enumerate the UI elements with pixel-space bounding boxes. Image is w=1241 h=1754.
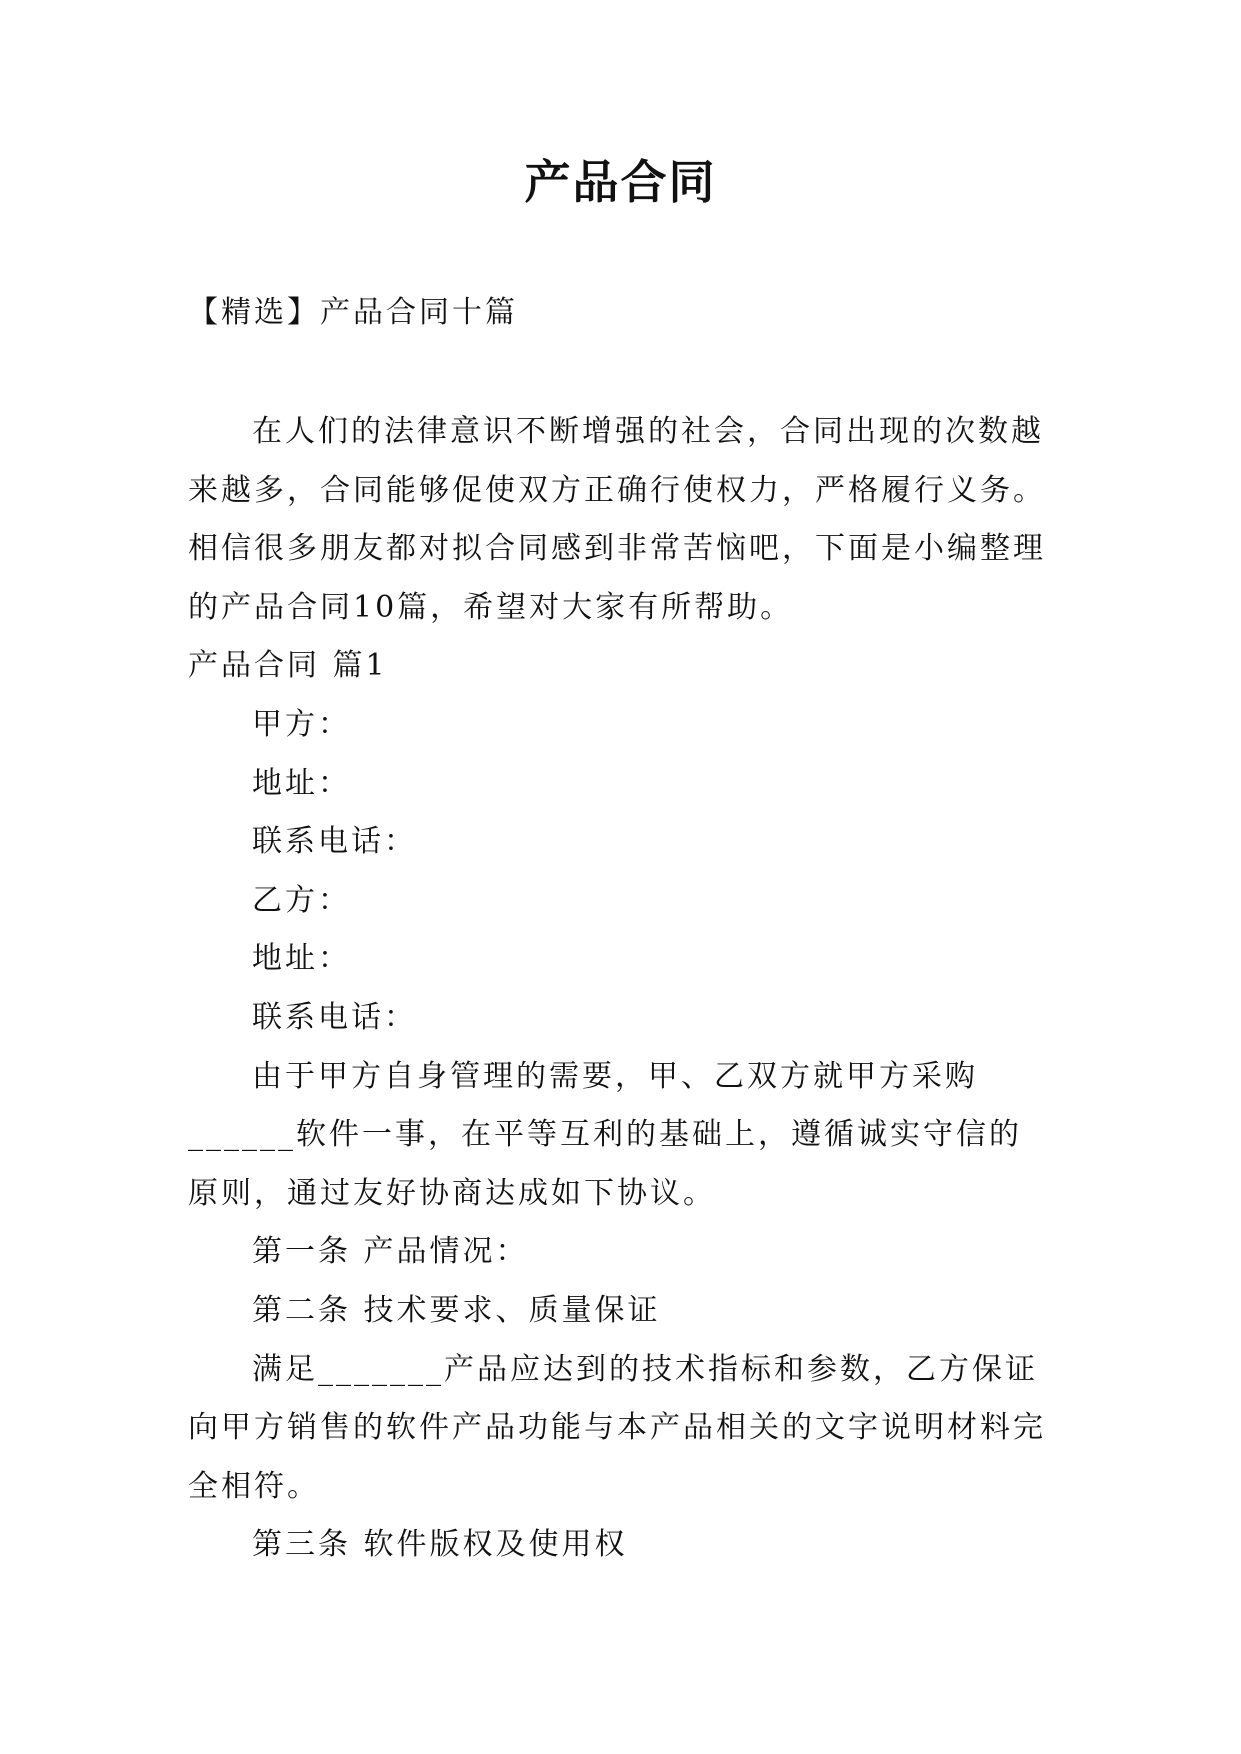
- document-subtitle: 【精选】产品合同十篇: [188, 295, 518, 330]
- article-3-heading: 第三条 软件版权及使用权: [252, 1527, 628, 1563]
- document-title: 产品合同: [524, 155, 717, 209]
- party-b-address-label: 地址：: [252, 941, 351, 977]
- party-a-address-label: 地址：: [252, 765, 351, 801]
- party-a-label: 甲方：: [252, 706, 351, 742]
- party-b-label: 乙方：: [252, 882, 351, 918]
- party-b-phone-label: 联系电话：: [252, 999, 417, 1035]
- party-a-phone-label: 联系电话：: [252, 824, 417, 860]
- section-heading: 产品合同 篇1: [188, 648, 388, 684]
- article-2-heading: 第二条 技术要求、质量保证: [252, 1292, 661, 1328]
- article-1-heading: 第一条 产品情况：: [252, 1234, 529, 1270]
- intro-paragraph: 在人们的法律意识不断增强的社会，合同出现的次数越来越多，合同能够促使双方正确行使权力，严格履行义务。相信很多朋友都对拟合同感到非常苦恼吧，下面是小编整理的产品合同10篇，希望对大家有所帮助。: [188, 414, 1046, 625]
- document-body: [188, 403, 1054, 1575]
- article-2-paragraph: 满足_______产品应达到的技术指标和参数，乙方保证向甲方销售的软件产品功能与本产品相关的文字说明材料完全相符。: [188, 1351, 1046, 1504]
- preamble-paragraph: 由于甲方自身管理的需要，甲、乙双方就甲方采购______软件一事，在平等互利的基础上，遵循诚实守信的原则，通过友好协商达成如下协议。: [188, 1058, 1022, 1211]
